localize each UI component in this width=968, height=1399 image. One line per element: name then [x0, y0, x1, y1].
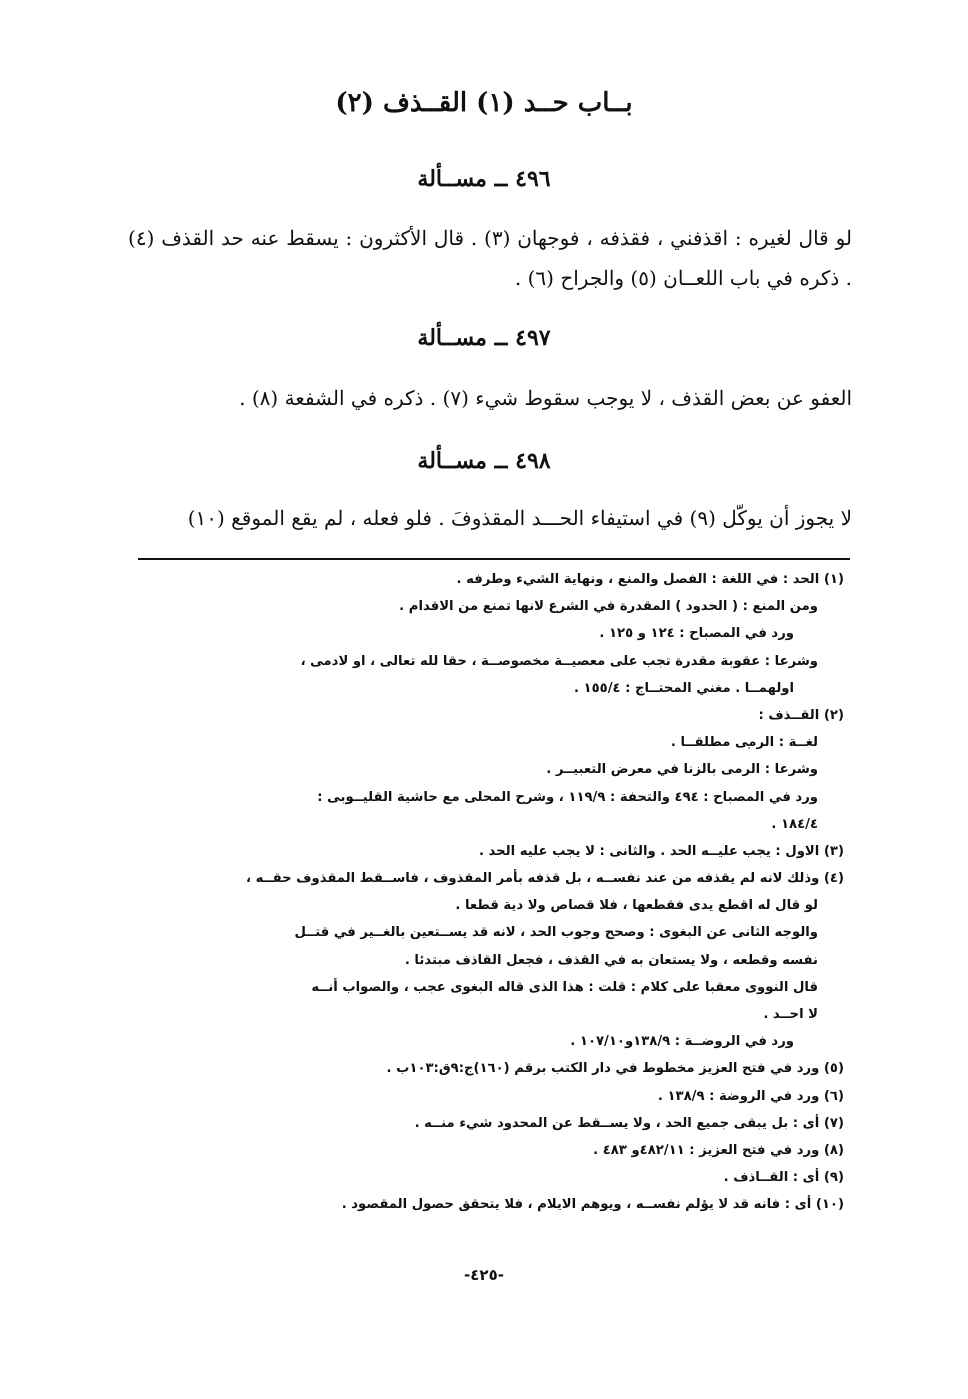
footnote-line: (١) الحد : في اللغة : الفصل والمنع ، ونهاية الشيء وطرفه .	[456, 572, 844, 587]
footnote-line: لغــة : الرمى مطلقــا .	[670, 735, 818, 751]
chapter-title: بــاب حــد (١) القــذف (٢)	[335, 88, 633, 118]
footnote-line: ومن المنع : ( الحدود ) المقدرة في الشرع لانها تمنع من الاقدام .	[399, 599, 818, 615]
footnote-line: ورد في المصباح : ٤٩٤ والتحفة : ١١٩/٩ ، وشرح المحلى مع حاشية القليــوبى :	[317, 789, 818, 805]
footnote-line: قال النووى معقبا على كلام : قلت : هذا الذى قاله البغوى عجب ، والصواب أنــه	[311, 979, 818, 995]
footnote-line: (٨) ورد في فتح العزيز : ٤٨٢/١١و ٤٨٣ .	[593, 1142, 844, 1158]
footnote-line: ورد في المصباح : ١٢٤ و ١٢٥ .	[599, 626, 794, 642]
footnote-line: (٢) القــذف :	[758, 707, 844, 723]
footnote-line: والوجه الثانى عن البغوى : وصحح وجوب الحد ، لانه قد يســتعين بالغــير في قتــل	[294, 925, 818, 941]
footnote-line: ورد في الروضــة : ١٣٨/٩و١٠٧/١٠ .	[570, 1034, 794, 1050]
footnote-separator	[138, 558, 850, 560]
footnote-line: وشرعا : الرمى بالزنا في معرض التعبيــر .	[546, 762, 818, 778]
issue-text: العفو عن بعض القذف ، لا يوجب سقوط شيء (٧) . ذكره في الشفعة (٨) .	[239, 386, 852, 410]
footnote-line: (١٠) أى : فانه قد لا يؤلم نفســه ، ويوهم الايلام ، فلا يتحقق حصول المقصود .	[341, 1197, 844, 1213]
issue-heading: ٤٩٦ ــ مســألة	[417, 166, 551, 192]
footnote-line: (٩) أى : القــاذف .	[723, 1170, 844, 1186]
footnote-line: (٣) الاول : يجب عليــه الحد . والثانى : لا يجب عليه الحد .	[478, 843, 844, 859]
footnote-line: (٤) وذلك لانه لم يقذفه من عند نفســه ، بل قذفه بأمر المقذوف ، فاســقط المقذوف حقــه ،	[245, 871, 844, 887]
issue-text: لا يجوز أن يوكّل (٩) في استيفاء الحـــد المقذوفَ . فلو فعله ، لم يقع الموقع (١٠)	[187, 506, 852, 530]
issue-heading: ٤٩٧ ــ مســألة	[417, 325, 551, 351]
issue-heading: ٤٩٨ ــ مســألة	[417, 448, 551, 474]
footnote-line: اولهمــا . مغني المحتــاج : ١٥٥/٤ .	[573, 680, 794, 696]
footnote-line: ١٨٤/٤ .	[771, 816, 818, 832]
page-number: -٤٢٥-	[464, 1266, 504, 1284]
footnote-line: لو قال له اقطع يدى فقطعها ، فلا قصاص ولا دية قطعا .	[455, 898, 818, 914]
footnotes	[138, 566, 844, 1219]
footnote-line: نفسه وقطعه ، ولا يستعان به في القذف ، فجعل القاذف مبتدئا .	[404, 952, 818, 968]
issue-text: لو قال لغيره : اقذفني ، فقذفه ، فوجهان (٣) . قال الأكثرون : يسقط عنه حد القذف (٤) . ذكره في باب اللعــان (٥) والجراح (٦) .	[128, 226, 852, 290]
footnote-line: (٥) ورد في فتح العزيز مخطوط في دار الكتب برقم (١٦٠)ج:٩ق:١٠٣ب .	[386, 1061, 844, 1077]
footnote-line: وشرعا : عقوبة مقدرة تجب على معصيــة مخصوصــة ، حقا لله تعالى ، او لادمى ،	[300, 653, 818, 669]
footnote-line: لا احــد .	[763, 1007, 818, 1022]
footnote-line: (٦) ورد في الروضة : ١٣٨/٩ .	[657, 1088, 844, 1104]
footnote-line: (٧) أى : بل يبقى جميع الحد ، ولا يســقط عن المحدود شيء منــه .	[414, 1115, 844, 1131]
